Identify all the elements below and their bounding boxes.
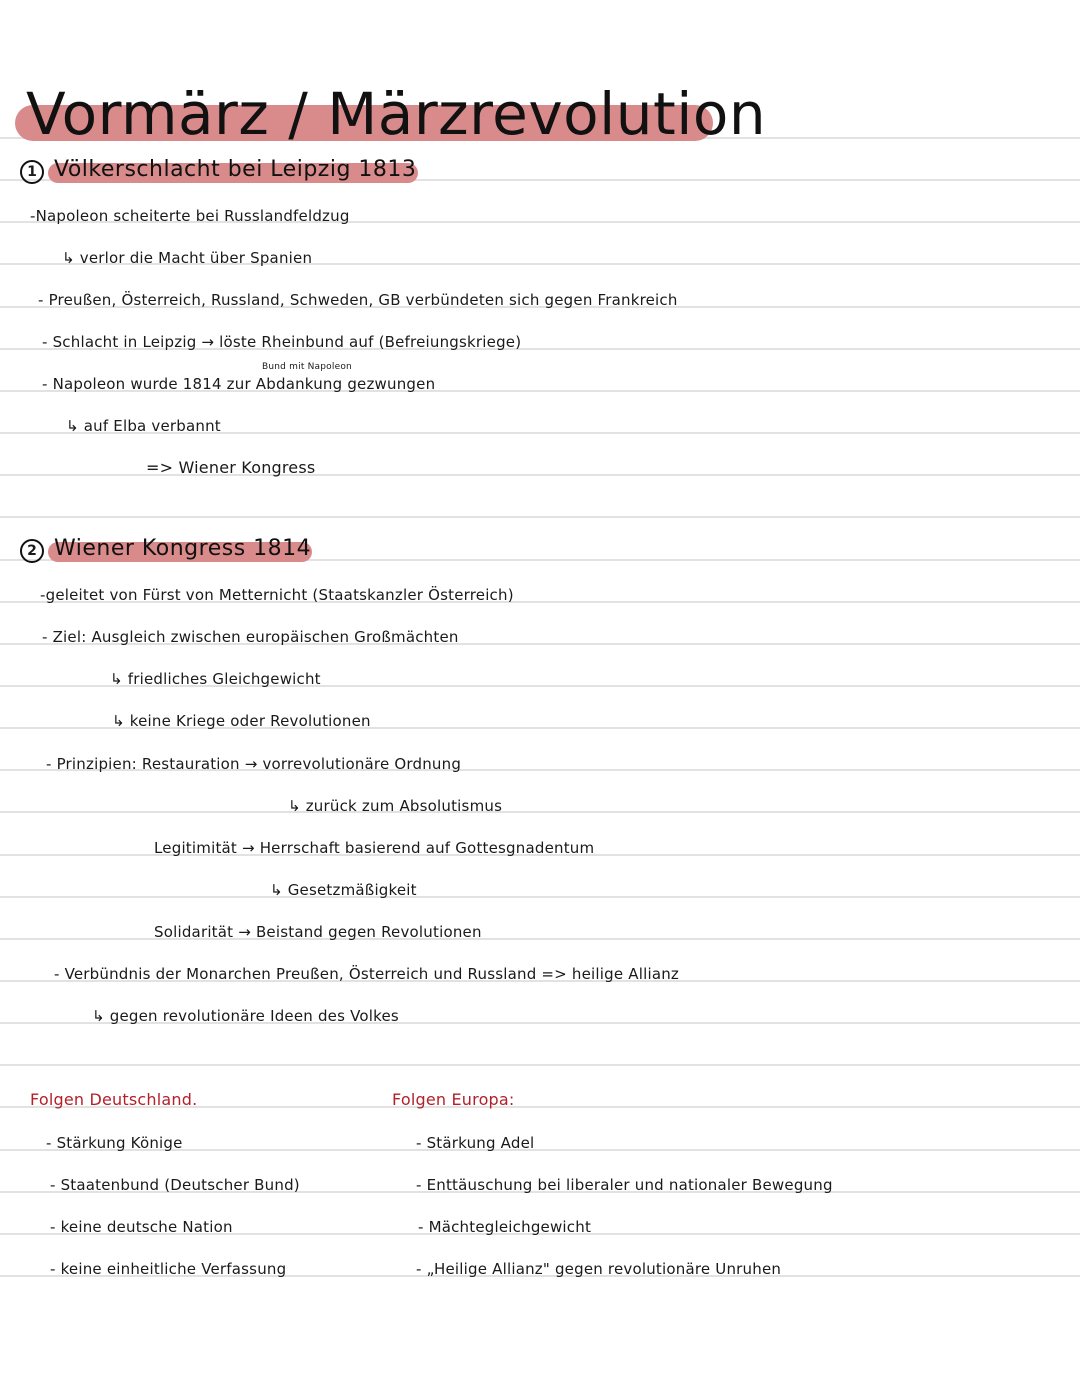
consequence-item: - „Heilige Allianz" gegen revolutionäre Unruhen bbox=[416, 1260, 782, 1278]
consequence-item: - Enttäuschung bei liberaler und nationaler Bewegung bbox=[416, 1176, 833, 1194]
ruled-line bbox=[0, 811, 1080, 813]
note-line: ↳ friedliches Gleichgewicht bbox=[110, 670, 321, 688]
consequence-item: - keine deutsche Nation bbox=[50, 1218, 233, 1236]
note-line: - Napoleon wurde 1814 zur Abdankung gezwungen bbox=[42, 375, 436, 393]
section-title: Völkerschlacht bei Leipzig 1813 bbox=[54, 157, 417, 182]
note-line: ↳ gegen revolutionäre Ideen des Volkes bbox=[92, 1007, 399, 1025]
note-line: => Wiener Kongress bbox=[146, 458, 316, 477]
ruled-line bbox=[0, 516, 1080, 518]
consequences-germany-heading: Folgen Deutschland. bbox=[30, 1090, 198, 1109]
note-line: -geleitet von Fürst von Metternicht (Staatskanzler Österreich) bbox=[40, 586, 514, 604]
note-line: - Ziel: Ausgleich zwischen europäischen Großmächten bbox=[42, 628, 459, 646]
section-title: Wiener Kongress 1814 bbox=[54, 536, 312, 561]
ruled-line bbox=[0, 896, 1080, 898]
note-line: Solidarität → Beistand gegen Revolutionen bbox=[154, 923, 482, 941]
note-line: - Schlacht in Leipzig → löste Rheinbund auf (Befreiungskriege) bbox=[42, 333, 522, 351]
note-line: ↳ keine Kriege oder Revolutionen bbox=[112, 712, 371, 730]
ruled-line bbox=[0, 1064, 1080, 1066]
note-line: -Napoleon scheiterte bei Russlandfeldzug bbox=[30, 207, 350, 225]
consequence-item: - Stärkung Könige bbox=[46, 1134, 183, 1152]
consequence-item: - Mächtegleichgewicht bbox=[418, 1218, 592, 1236]
note-line: ↳ auf Elba verbannt bbox=[66, 417, 221, 435]
note-line: - Preußen, Österreich, Russland, Schweden, GB verbündeten sich gegen Frankreich bbox=[38, 291, 678, 309]
note-line: - Prinzipien: Restauration → vorrevolutionäre Ordnung bbox=[46, 755, 462, 773]
consequences-europe-heading: Folgen Europa: bbox=[392, 1090, 515, 1109]
consequence-item: - Stärkung Adel bbox=[416, 1134, 535, 1152]
section-number-badge: 2 bbox=[20, 539, 44, 563]
note-line: Legitimität → Herrschaft basierend auf Gottesgnadentum bbox=[154, 839, 595, 857]
page-title: Vormärz / Märzrevolution bbox=[26, 80, 767, 148]
consequence-item: - keine einheitliche Verfassung bbox=[50, 1260, 287, 1278]
note-line: ↳ Gesetzmäßigkeit bbox=[270, 881, 417, 899]
consequence-item: - Staatenbund (Deutscher Bund) bbox=[50, 1176, 300, 1194]
note-line: ↳ verlor die Macht über Spanien bbox=[62, 249, 313, 267]
section-number-badge: 1 bbox=[20, 160, 44, 184]
note-line: - Verbündnis der Monarchen Preußen, Österreich und Russland => heilige Allianz bbox=[54, 965, 679, 983]
note-line: ↳ zurück zum Absolutismus bbox=[288, 797, 503, 815]
annotation: Bund mit Napoleon bbox=[262, 362, 352, 372]
